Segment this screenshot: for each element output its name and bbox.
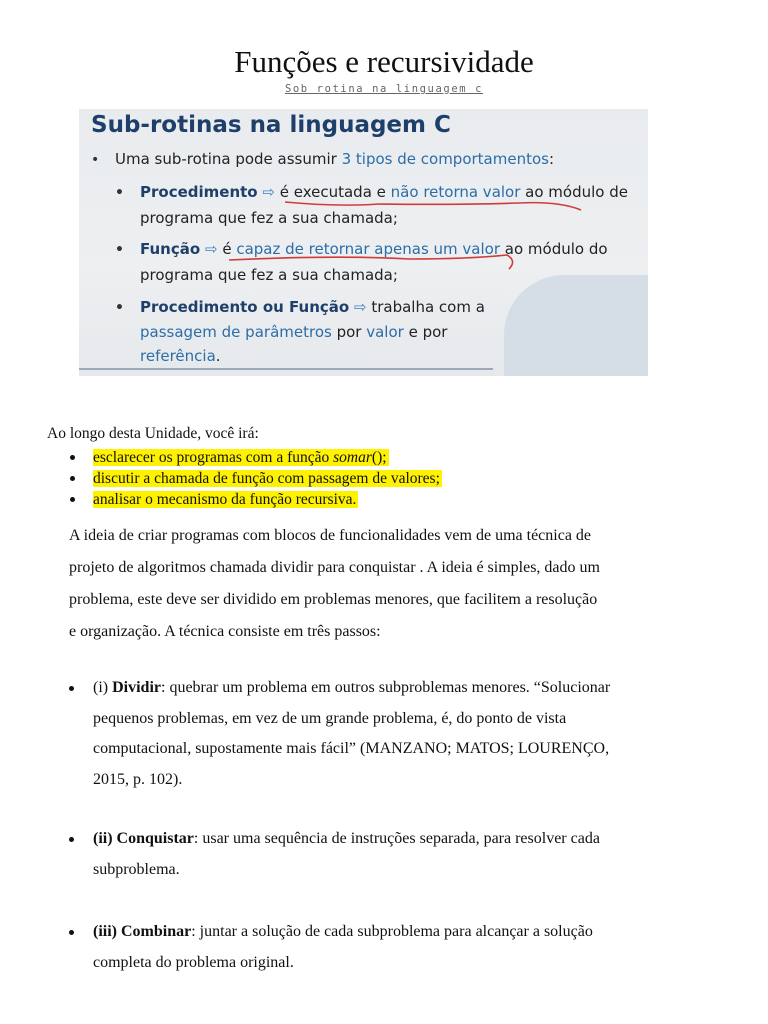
slide-item-funcao: Função ⇨ é capaz de retornar apenas um valor ao módulo do — [140, 240, 608, 258]
list-item: discutir a chamada de função com passagem de valores; — [68, 469, 442, 490]
handwritten-underlines — [79, 109, 648, 376]
bullet-icon — [70, 455, 75, 460]
document-title: Funções e recursividade — [234, 44, 534, 79]
slide-image — [79, 109, 648, 376]
slide-item-funcao-line2: programa que fez a sua chamada; — [140, 266, 398, 284]
slide-bullet: • — [115, 185, 124, 201]
slide-item-procedimento-ou-funcao: Procedimento ou Função ⇨ trabalha com a — [140, 298, 485, 316]
slide-item-procedimento-ou-funcao-line2: passagem de parâmetros por valor e por — [140, 323, 448, 341]
slide-item-procedimento-line2: programa que fez a sua chamada; — [140, 209, 398, 227]
bullet-icon — [69, 686, 74, 691]
bullet-icon — [70, 497, 75, 502]
arrow-right-icon: ⇨ — [204, 240, 218, 258]
document-subtitle-link[interactable]: Sob rotina na linguagem c — [284, 83, 484, 95]
slide-item-procedimento: Procedimento ⇨ é executada e não retorna valor ao módulo de — [140, 183, 628, 201]
unit-intro: Ao longo desta Unidade, você irá: — [47, 425, 259, 442]
slide-heading: Sub-rotinas na linguagem C — [91, 112, 451, 138]
arrow-right-icon: ⇨ — [353, 298, 367, 316]
list-item: esclarecer os programas com a função somar(); — [68, 448, 442, 469]
body-paragraph: A ideia de criar programas com blocos de funcionalidades vem de uma técnica de projeto de algoritmos chamada dividir para conquistar . A ideia é simples, dado um problema, este deve ser dividido em problemas menores, que facilitem a resolução e organização. A técnica consiste em três passos: — [69, 527, 600, 640]
bullet-icon — [70, 476, 75, 481]
step-dividir: (i) Dividir: quebrar um problema em outros subproblemas menores. “Solucionar pequenos problemas, em vez de um grande problema, é, do ponto de vista computacional, supostamente mais fácil” (MANZANO; MATOS; LOURENÇO, 2015, p. 102). — [67, 673, 727, 795]
step-conquistar: (ii) Conquistar: usar uma sequência de instruções separada, para resolver cada subproblema. — [67, 824, 727, 885]
slide-bullet: • — [115, 300, 124, 316]
slide-item-procedimento-ou-funcao-line3: referência. — [140, 347, 221, 365]
slide-bullet: • — [91, 152, 100, 168]
bullet-icon — [69, 930, 74, 935]
slide-intro-line: Uma sub-rotina pode assumir 3 tipos de comportamentos: — [115, 150, 555, 168]
step-combinar: (iii) Combinar: juntar a solução de cada subproblema para alcançar a solução completa do problema original. — [67, 917, 727, 978]
slide-bullet: • — [115, 242, 124, 258]
arrow-right-icon: ⇨ — [262, 183, 275, 201]
learning-goals-list — [68, 448, 442, 511]
bullet-icon — [69, 837, 74, 842]
list-item: analisar o mecanismo da função recursiva. — [68, 490, 442, 511]
